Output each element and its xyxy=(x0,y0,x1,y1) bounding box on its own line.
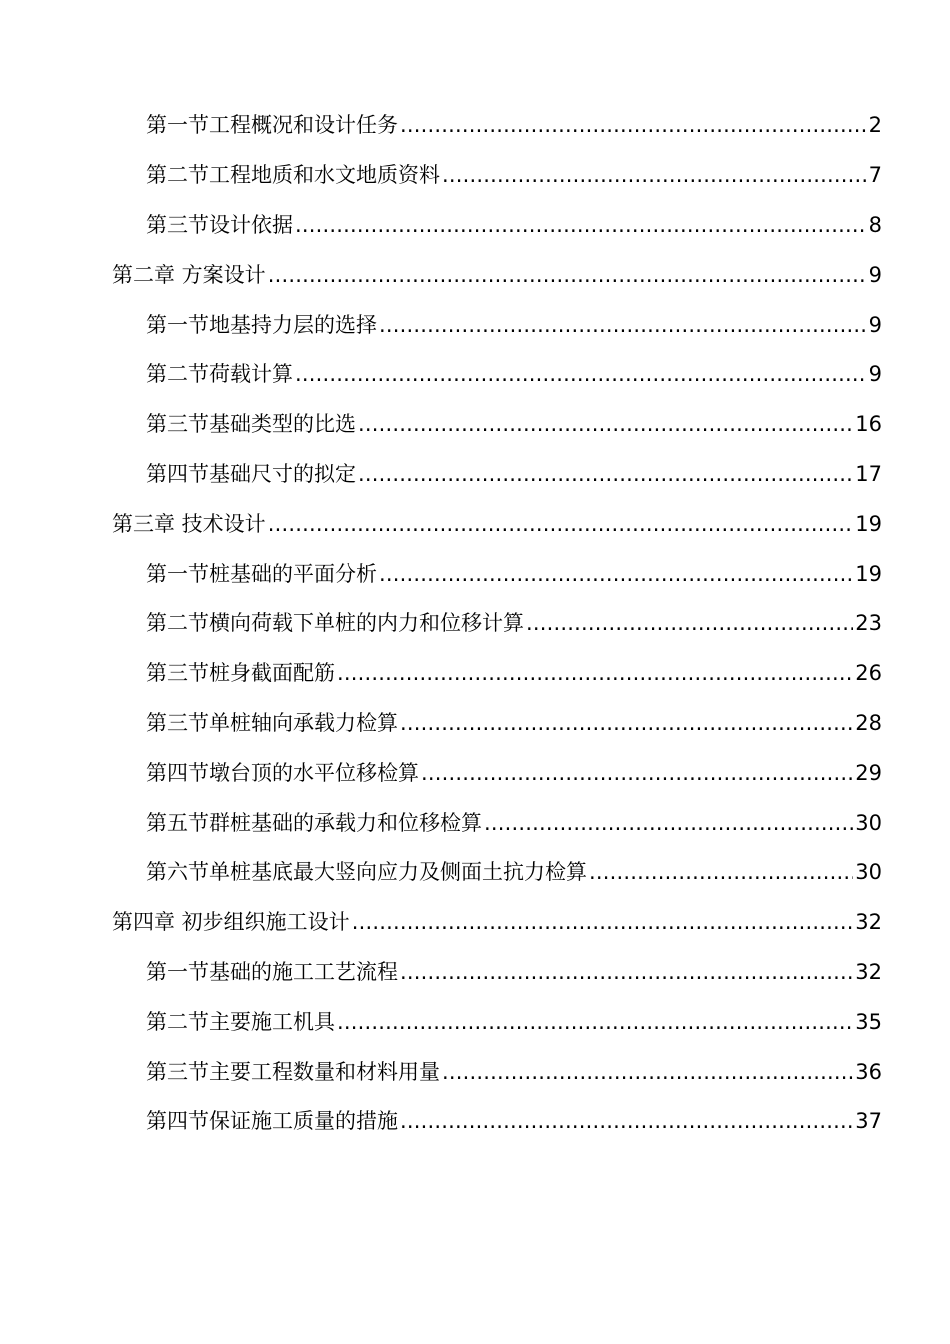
toc-entry[interactable] xyxy=(0,400,950,450)
toc-entry[interactable] xyxy=(0,1047,950,1097)
toc-entry[interactable] xyxy=(0,997,950,1047)
toc-entry-title: 第四节墩台顶的水平位移检算 xyxy=(146,760,419,785)
toc-dot-leader xyxy=(400,115,867,136)
toc-entry-page: 30 xyxy=(855,810,882,835)
toc-chapter-entry[interactable] xyxy=(0,898,950,948)
toc-entry-page: 30 xyxy=(855,860,882,885)
toc-entry[interactable] xyxy=(0,101,950,151)
toc-dot-leader xyxy=(268,514,854,535)
toc-entry-title: 第一节地基持力层的选择 xyxy=(146,312,377,337)
toc-entry-title: 第二节主要施工机具 xyxy=(146,1009,335,1034)
toc-dot-leader xyxy=(589,862,853,883)
toc-entry-page: 2 xyxy=(868,113,882,138)
toc-entry-title: 第三节桩身截面配筋 xyxy=(146,661,335,686)
toc-entry[interactable] xyxy=(0,450,950,500)
toc-entry-page: 35 xyxy=(855,1009,882,1034)
toc-entry[interactable] xyxy=(0,599,950,649)
toc-entry-title: 第二节横向荷载下单桩的内力和位移计算 xyxy=(146,611,524,636)
toc-entry[interactable] xyxy=(0,798,950,848)
toc-entry[interactable] xyxy=(0,699,950,749)
toc-entry-title: 第二章 方案设计 xyxy=(112,262,266,287)
toc-entry-title: 第三章 技术设计 xyxy=(112,511,266,536)
toc-dot-leader xyxy=(379,315,867,336)
toc-entry[interactable] xyxy=(0,151,950,201)
toc-entry-page: 28 xyxy=(855,710,882,735)
toc-dot-leader xyxy=(400,713,853,734)
toc-entry-page: 7 xyxy=(868,163,882,188)
toc-entry[interactable] xyxy=(0,350,950,400)
toc-entry-page: 9 xyxy=(868,312,882,337)
toc-chapter-entry[interactable] xyxy=(0,499,950,549)
toc-entry-title: 第四章 初步组织施工设计 xyxy=(112,910,350,935)
table-of-contents xyxy=(0,101,950,1147)
toc-dot-leader xyxy=(352,912,854,933)
toc-entry-page: 19 xyxy=(855,561,882,586)
toc-dot-leader xyxy=(295,364,867,385)
toc-dot-leader xyxy=(268,265,867,286)
toc-entry[interactable] xyxy=(0,848,950,898)
toc-dot-leader xyxy=(400,962,853,983)
toc-entry-page: 32 xyxy=(855,910,882,935)
toc-entry[interactable] xyxy=(0,948,950,998)
toc-entry-title: 第二节工程地质和水文地质资料 xyxy=(146,163,440,188)
toc-dot-leader xyxy=(526,613,853,634)
toc-dot-leader xyxy=(400,1111,853,1132)
toc-chapter-entry[interactable] xyxy=(0,250,950,300)
toc-entry[interactable] xyxy=(0,748,950,798)
toc-entry-page: 32 xyxy=(855,959,882,984)
toc-entry-title: 第一节基础的施工工艺流程 xyxy=(146,959,398,984)
toc-entry-title: 第四节基础尺寸的拟定 xyxy=(146,461,356,486)
toc-dot-leader xyxy=(421,763,853,784)
toc-entry-title: 第三节主要工程数量和材料用量 xyxy=(146,1059,440,1084)
toc-entry-title: 第三节单桩轴向承载力检算 xyxy=(146,710,398,735)
toc-dot-leader xyxy=(379,564,853,585)
toc-entry-page: 29 xyxy=(855,760,882,785)
toc-dot-leader xyxy=(358,414,853,435)
toc-dot-leader xyxy=(484,813,853,834)
toc-dot-leader xyxy=(337,663,853,684)
toc-entry-page: 26 xyxy=(855,661,882,686)
toc-dot-leader xyxy=(442,1062,853,1083)
toc-entry-page: 19 xyxy=(855,511,882,536)
toc-entry-title: 第三节基础类型的比选 xyxy=(146,412,356,437)
toc-dot-leader xyxy=(337,1012,853,1033)
toc-entry[interactable] xyxy=(0,300,950,350)
toc-entry-page: 36 xyxy=(855,1059,882,1084)
toc-entry-page: 9 xyxy=(868,362,882,387)
toc-dot-leader xyxy=(442,165,867,186)
toc-entry[interactable] xyxy=(0,1097,950,1147)
toc-entry[interactable] xyxy=(0,201,950,251)
toc-entry[interactable] xyxy=(0,649,950,699)
toc-entry-title: 第四节保证施工质量的措施 xyxy=(146,1109,398,1134)
toc-entry-title: 第一节工程概况和设计任务 xyxy=(146,113,398,138)
toc-entry-title: 第五节群桩基础的承载力和位移检算 xyxy=(146,810,482,835)
toc-entry[interactable] xyxy=(0,549,950,599)
toc-entry-title: 第六节单桩基底最大竖向应力及侧面土抗力检算 xyxy=(146,860,587,885)
toc-dot-leader xyxy=(358,464,853,485)
toc-entry-page: 8 xyxy=(868,212,882,237)
toc-entry-page: 37 xyxy=(855,1109,882,1134)
toc-entry-title: 第三节设计依据 xyxy=(146,212,293,237)
toc-entry-title: 第二节荷载计算 xyxy=(146,362,293,387)
toc-entry-page: 23 xyxy=(855,611,882,636)
toc-entry-title: 第一节桩基础的平面分析 xyxy=(146,561,377,586)
toc-dot-leader xyxy=(295,215,867,236)
toc-entry-page: 17 xyxy=(855,461,882,486)
toc-entry-page: 16 xyxy=(855,412,882,437)
toc-entry-page: 9 xyxy=(868,262,882,287)
